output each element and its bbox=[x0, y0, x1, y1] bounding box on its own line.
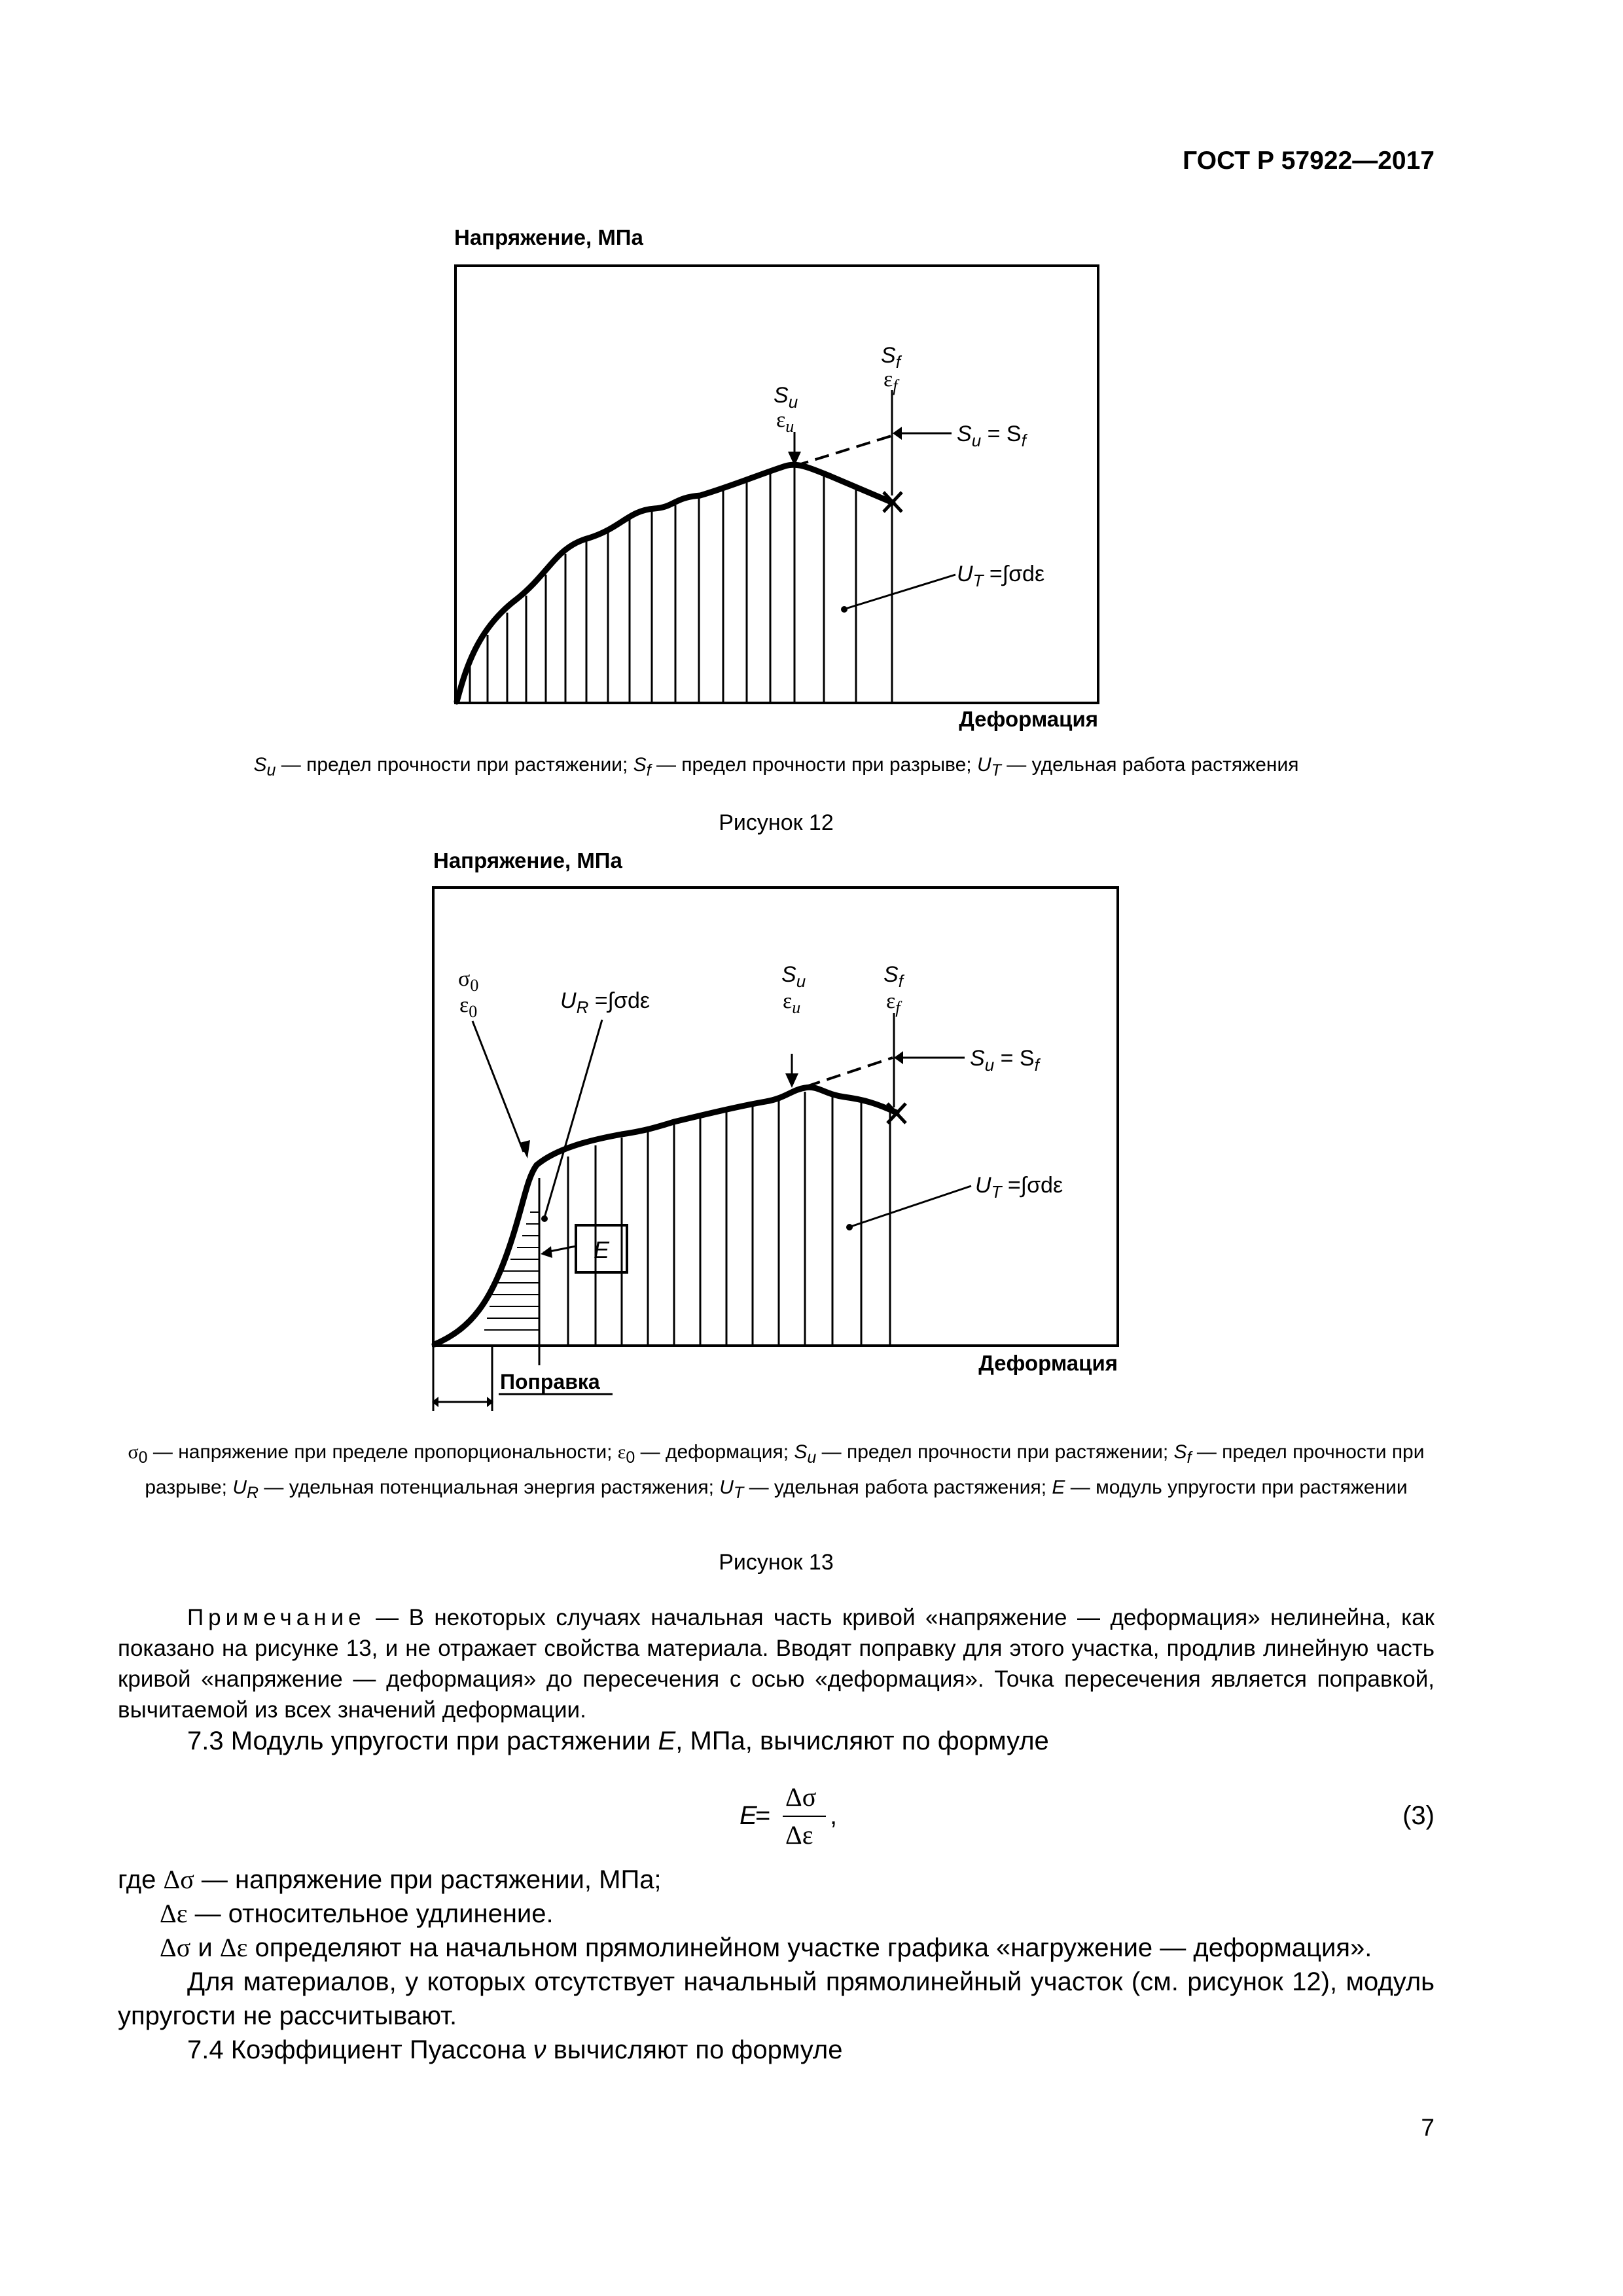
fig13-sigma0-leader bbox=[473, 1021, 524, 1152]
fig13-eu-label: $\varepsilon_u$ bbox=[783, 989, 801, 1017]
fig13-caption: $\sigma_0$ — напряжение при пределе пропорциональности; $\varepsilon_0$ — деформация; $S_u$ — предел прочности при растяжении; $S_f$ — предел прочности при разрыве; $U_R$ — удельная потенциальная энергия растяжения; $U_T$ — удельная работа растяжения; E — модуль упругости при растяжении bbox=[128, 1441, 1425, 1502]
fig12-dashed-line bbox=[794, 436, 891, 466]
fig13-su-eq-sf: $S_u = S_f$ bbox=[970, 1046, 1039, 1075]
fig12-ut-leader bbox=[846, 575, 955, 609]
section-7-3: 7.3 Модуль упругости при растяжении E, МПа, вычисляют по формуле bbox=[187, 1727, 1049, 1755]
fig12-su-label: $S_u$ bbox=[774, 383, 798, 412]
fig12-x-axis-label: Деформация bbox=[959, 707, 1098, 731]
page-number: 7 bbox=[1421, 2114, 1435, 2141]
fig13-frame bbox=[433, 888, 1118, 1346]
fig13-sf-label: $S_f$ bbox=[883, 962, 903, 991]
fig13-title: Рисунок 13 bbox=[719, 1550, 834, 1575]
fig13-eps0-label: $\varepsilon_0$ bbox=[459, 993, 478, 1021]
fig13-e-box-label: E bbox=[593, 1236, 610, 1263]
fig13-ut-leader bbox=[851, 1186, 971, 1227]
no-linear-section-paragraph: Для материалов, у которых отсутствует начальный прямолинейный участок (см. рисунок 12), модуль упругости не рассчитывают. bbox=[118, 1967, 1435, 2030]
fig13-x-axis-label: Деформация bbox=[978, 1351, 1118, 1375]
where-line-1: где Δσ — напряжение при растяжении, МПа; bbox=[118, 1865, 662, 1894]
fig13-y-axis-label: Напряжение, МПа bbox=[433, 848, 622, 872]
fig12-eu-label: $\varepsilon_u$ bbox=[776, 408, 794, 436]
fig12-ef-label: $\varepsilon_f$ bbox=[883, 367, 898, 395]
note-paragraph: Примечание — В некоторых случаях начальная часть кривой «напряжение — деформация» нелинейна, как показано на рисунке 13, и не отражает свойства материала. Вводят поправку для этого участка, продлив линейную часть кривой «напряжение — деформация» до пересечения с осью «деформация». Точка пересечения является поправкой, вычитаемой из всех значений деформации. bbox=[118, 1605, 1435, 1723]
where-line-3: Δσ и Δε определяют на начальном прямолинейном участке графика «нагружение — деформация». bbox=[160, 1933, 1372, 1962]
fig12-su-eq-sf: $S_u = S_f$ bbox=[957, 422, 1026, 450]
fig12-title: Рисунок 12 bbox=[719, 810, 834, 835]
fig13-dashed-line bbox=[806, 1058, 893, 1086]
fig13-hatching bbox=[568, 1092, 890, 1346]
section-7-4: 7.4 Коэффициент Пуассона ν вычисляют по формуле bbox=[187, 2036, 843, 2064]
formula-3-number: (3) bbox=[1402, 1801, 1435, 1830]
document-number: ГОСТ Р 57922—2017 bbox=[1183, 147, 1435, 175]
fig13-ef-label: $\varepsilon_f$ bbox=[886, 989, 901, 1017]
fig13-sigma0-label: $\sigma_0$ bbox=[458, 967, 479, 995]
where-line-2: Δε — относительное удлинение. bbox=[160, 1899, 554, 1928]
formula-3: E = Δσ Δε , bbox=[740, 1782, 838, 1850]
note-lead: Примечание bbox=[187, 1605, 366, 1630]
fig12-frame bbox=[455, 266, 1098, 703]
fig13-ur-leader bbox=[544, 1020, 602, 1217]
fig12-ut-label: $U_T =\int\sigma d\varepsilon$ bbox=[957, 562, 1045, 590]
fig13-ur-label: $U_R =\int\sigma d\varepsilon$ bbox=[560, 988, 651, 1017]
fig13-correction-label: Поправка bbox=[500, 1370, 600, 1393]
fig12-y-axis-label: Напряжение, МПа bbox=[454, 225, 643, 249]
fig13-su-label: $S_u$ bbox=[781, 962, 806, 991]
fig12-sf-label: $S_f$ bbox=[881, 343, 901, 372]
fig13-ut-label: $U_T =\int\sigma d\varepsilon$ bbox=[975, 1173, 1063, 1202]
fig12-caption: $S_u$ — предел прочности при растяжении; $S_f$ — предел прочности при разрыве; $U_T$ — удельная работа растяжения bbox=[253, 754, 1299, 780]
